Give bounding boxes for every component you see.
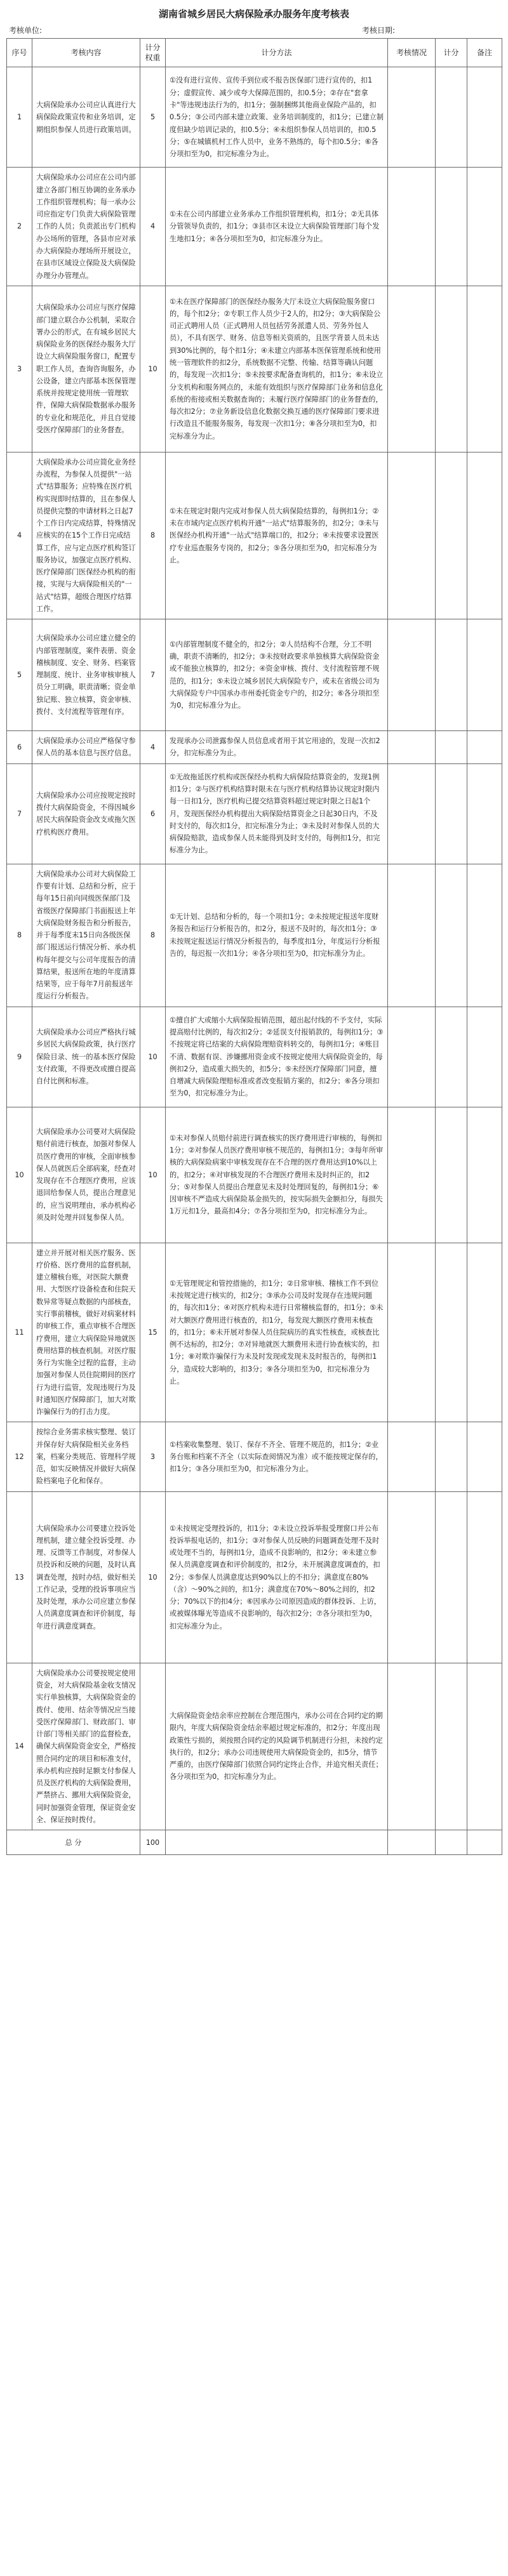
assessment-content: 大病保险承办公司应简化业务经办流程，为参保人员提供"一站式"结算服务；应特殊在医疗机构实现即时结算的，且在参保人员提供完整的申请材料之日起7个工作日内完成结算，特殊情况应核实的在15个工作日完成结算工作，应与定点医疗机构签订服务协议，加强定点医疗机构、医疗保障部门医保经办机构的衔接，实现与大病保险相关的"一站式"结算，超级合理医疗结算工作。 <box>32 452 140 619</box>
score-weight: 10 <box>140 1007 166 1107</box>
total-weight: 100 <box>140 1830 166 1855</box>
assessment-content: 大病保险承办公司应与医疗保障部门建立联合办公机制，采取合署办公的形式，在有城乡居民大病保险业务的医保经办服务大厅设立大病保险服务窗口，配置专职工作人员，查询咨询服务，办公设备，建立内部基本医保管理系统并按规定使用统一管理软件，保障大病保险数据承办服务的专业化和规范化，并且自觉接受医疗保障部门的业务督查。 <box>32 286 140 452</box>
remark-cell[interactable] <box>467 763 502 864</box>
remark-cell[interactable] <box>467 286 502 452</box>
col-header-score: 计分 <box>436 39 467 67</box>
col-header-no: 序号 <box>7 39 32 67</box>
remark-cell[interactable] <box>467 452 502 619</box>
row-number: 12 <box>7 1422 32 1491</box>
total-label: 总 分 <box>7 1830 140 1855</box>
assessment-result-cell[interactable] <box>388 619 436 731</box>
scoring-method: ①无故拖延医疗机构或医保经办机构大病保险结算资金的，发现1例扣1分；②与医疗机构结算时限未在与医疗机构结算协议规定时限内每一日扣1分，医疗机构已提交结算资料超过规定时限之日起1个月，发现医保经办机构提出大病保险结算资金之日起30日内，不及时支付的，每次扣1分，扣完标准分为止；③未及时对参保人员的大病保险赔款，造成参保人员未能得到及时支付的，每例扣1分，扣完标准分为止。 <box>166 763 388 864</box>
col-header-weight: 计分 权重 <box>140 39 166 67</box>
score-weight: 4 <box>140 731 166 764</box>
table-row <box>7 168 502 286</box>
assessment-content: 按综合业务需求核实整理、装订并保存好大病保险相关业务档案，档案分类规范、管理科学规范，如实反映情况并做好大病保险档案电子化和保存。 <box>32 1422 140 1491</box>
assessment-result-cell[interactable] <box>388 1663 436 1830</box>
row-number: 7 <box>7 763 32 864</box>
scoring-method: ①无管理规定和管控措施的，扣1分；②日常审核、稽核工作不到位未按规定进行核实的，扣2分；③承办公司及时发现存在违规问题的，每次扣1分；④对医疗机构未进行日常稽核监督的，扣1分；⑤未对大额医疗费用进行核查的，扣1分，每发现大额医疗费用未核查的，扣1分；⑥未开展对参保人员住院病历的真实性核查，或核查比例不达标的，扣2分；⑦对异地就医大额费用未进行协查核实的，扣1分；⑧对欺诈骗保行为未及时发现或发现未及时报告的，每例扣1分，造成较大影响的，扣3分；⑨各分项扣至为0，扣完标准分为止。 <box>166 1243 388 1422</box>
score-weight: 15 <box>140 1243 166 1422</box>
scoring-method: ①未按规定受理投诉的，扣1分；②未设立投诉举报受理窗口并公布投诉举报电话的，扣1分；③对参保人员反映的问题调查处理不及时或处理不当的，每例扣1分，造成不良影响的，扣2分；④未建立参保人员满意度调查和评价制度的，扣2分，未开展满意度调查的，扣2分；⑤参保人员满意度达到90%以上的不扣分；满意度在80%（含）～90%之间的，扣1分；满意度在70%～80%之间的，扣2分；70%以下的扣4分；⑥因承办公司原因造成的群体投诉、上访，或被媒体曝光等造成不良影响的，每次扣2分；⑦各分项扣至为0，扣完标准分为止。 <box>166 1491 388 1663</box>
assessment-content: 大病保险承办公司应严格执行城乡居民大病保险政策，执行医疗保险目录、统一的基本医疗保险支付政策，不得更改或擅自提高自付比例和标准。 <box>32 1007 140 1107</box>
scoring-method: ①档案收集整理、装订、保存不齐全、管理不规范的，扣1分；②业务台账和档案不齐全（以实际查阅情况为准）或不能按规定保存的，扣1分；③各分项扣至为0，扣完标准分为止。 <box>166 1422 388 1491</box>
row-number: 3 <box>7 286 32 452</box>
assessment-result-cell[interactable] <box>388 168 436 286</box>
total-row <box>7 1830 502 1855</box>
assessment-content: 建立并开展对相关医疗服务、医疗价格、医疗费用的监督机制，建立稽核台账，对医院大额费用、大型医疗设备检查和住院天数异常等疑点数据的内部核查，实行事前稽核，做好对病案材料的审核工作，重点审核不合理医疗费用，建立大病保险异地就医费用结算的核查机制。对医疗服务行为实施全过程的监督，主动加强对参保人员住院期间的医疗行为进行监管，发现违规行为及时通知医疗保障部门，加大对欺诈骗保行为的打击力度。 <box>32 1243 140 1422</box>
score-weight: 10 <box>140 286 166 452</box>
total-remark-cell[interactable] <box>467 1830 502 1855</box>
assessment-date-label: 考核日期: <box>362 26 396 35</box>
assessment-content: 大病保险承办公司应认真进行大病保险政策宣传和业务培训，定期组织参保人员进行政策培训。 <box>32 67 140 168</box>
assessment-content: 大病保险承办公司要建立投诉处理机制，建立健全投诉受理、办理、反馈等工作制度，对参保人员投诉和反映的问题，及时认真调查处理，按时办结，做好相关工作记录，受理的投诉事项应当及时处理，承办公司应建立参保人员满意度调查和评价制度，每年进行满意度调查。 <box>32 1491 140 1663</box>
remark-cell[interactable] <box>467 864 502 1007</box>
assessment-table <box>6 38 502 1855</box>
scoring-method: 发现承办公司泄露参保人员信息或者用于其它用途的，发现一次扣2分，扣完标准分为止。 <box>166 731 388 764</box>
remark-cell[interactable] <box>467 619 502 731</box>
scoring-method: ①未在公司内部建立业务承办工作组织管理机构，扣1分；②无具体分管领导负责的，扣1分；③县市区未设立大病保险管理部门每个发生地扣1分；④各分项扣至为0，扣完标准分为止。 <box>166 168 388 286</box>
row-number: 11 <box>7 1243 32 1422</box>
row-number: 5 <box>7 619 32 731</box>
table-row <box>7 864 502 1007</box>
col-header-content: 考核内容 <box>32 39 140 67</box>
scoring-method: ①擅自扩大或缩小大病保险报销范围，超出起付线的不予支付，实际提高赔付比例的，每次扣2分；②延误支付报销款的，每例扣1分；③不按规定将已结案的大病保险理赔资料转交的，每例扣1分；④账目不清、数据有误、涉嫌挪用资金或不按规定使用大病保险资金的，每例扣2分，造成重大损失的，扣5分；⑤未经医疗保障部门同意，擅自增减大病保险理赔标准或者改变报销方案的，扣2分；⑥各分项扣至为0，扣完标准分为止。 <box>166 1007 388 1107</box>
remark-cell[interactable] <box>467 1107 502 1243</box>
row-number: 1 <box>7 67 32 168</box>
score-weight: 4 <box>140 168 166 286</box>
score-weight: 6 <box>140 763 166 864</box>
assessment-unit-label: 考核单位: <box>9 26 43 35</box>
row-number: 9 <box>7 1007 32 1107</box>
row-number: 13 <box>7 1491 32 1663</box>
score-weight: 8 <box>140 452 166 619</box>
score-weight: 3 <box>140 1422 166 1491</box>
remark-cell[interactable] <box>467 1422 502 1491</box>
remark-cell[interactable] <box>467 1007 502 1107</box>
score-cell[interactable] <box>436 168 467 286</box>
score-weight: 7 <box>140 619 166 731</box>
total-score-cell[interactable] <box>436 1830 467 1855</box>
score-cell[interactable] <box>436 864 467 1007</box>
score-weight: 5 <box>140 67 166 168</box>
col-header-method: 计分方法 <box>166 39 388 67</box>
row-number: 14 <box>7 1663 32 1830</box>
row-number: 8 <box>7 864 32 1007</box>
table-row <box>7 1243 502 1422</box>
assessment-result-cell[interactable] <box>388 1243 436 1422</box>
table-row <box>7 1491 502 1663</box>
assessment-result-cell[interactable] <box>388 731 436 764</box>
row-number: 2 <box>7 168 32 286</box>
remark-cell[interactable] <box>467 1243 502 1422</box>
row-number: 10 <box>7 1107 32 1243</box>
score-cell[interactable] <box>436 1422 467 1491</box>
score-cell[interactable] <box>436 286 467 452</box>
page-title: 湖南省城乡居民大病保险承办服务年度考核表 <box>158 8 349 20</box>
assessment-content: 大病保险承办公司对大病保险工作要有计划、总结和分析，应于每年15日前向同级医保部门及省级医疗保障部门书面报送上年大病保险财务报告和分析报告，并于每季度末15日向各级医保部门报送运行情况分析、承办机构每年提交与公司年度报告的清算结果，报送所在地的年度清算结果等，应于每年7月前报送年度运行分析报告。 <box>32 864 140 1007</box>
assessment-result-cell[interactable] <box>388 763 436 864</box>
table-row <box>7 1107 502 1243</box>
assessment-content: 大病保险承办公司要对大病保险赔付前进行核查，加强对参保人员医疗费用的审核，全面审核参保人员就医后全部病案，经查对发现存在不合理医疗费用，应该退回给参保人员，提出合理意见的，应当说明理由，承办机构必须及时处理并回复参保人员。 <box>32 1107 140 1243</box>
table-row <box>7 1007 502 1107</box>
total-method-cell <box>166 1830 388 1855</box>
scoring-method: ①未在规定时限内完成对参保人员大病保险结算的，每例扣1分；②未在市域内定点医疗机构开通"一站式"结算服务的，扣2分；③未与医保经办机构开通"一站式"结算端口的，扣2分；④未按要求设置医疗专业巡查服务专岗的，扣2分；⑤各分项扣至为0，扣完标准分为止。 <box>166 452 388 619</box>
score-cell[interactable] <box>436 731 467 764</box>
scoring-method: 大病保险资金结余率应控制在合理范围内，承办公司在合同约定的期限内，年度大病保险资金结余率超过规定标准的，扣2分；年度出现政策性亏损的，须按照合同约定的风险调节机制进行分担，未按约定执行的，扣2分；承办公司违规使用大病保险资金的，扣5分，情节严重的，由医疗保障部门依照合同约定终止合作，并追究相关责任；各分项扣至为0，扣完标准分为止。 <box>166 1663 388 1830</box>
table-row <box>7 67 502 168</box>
meta-line <box>6 23 502 38</box>
assessment-result-cell[interactable] <box>388 1491 436 1663</box>
table-row <box>7 1422 502 1491</box>
table-body <box>7 67 502 1855</box>
scoring-method: ①未对参保人员赔付前进行调查核实的医疗费用进行审核的，每例扣1分；②对参保人员医疗费用审核不规范的，每例扣1分；③每年所审核的大病保险病案中审核发现存在不合理的医疗费用达到10%以上的，扣2分；④对审核发现的不合理医疗费用未及时纠正的，扣2分；⑤对参保人员提出合理意见未及时处理回复的，每例扣1分；⑥因审核不严造成大病保险基金损失的，按实际损失金额扣分，每损失1万元扣1分，最高扣4分；⑦各分项扣至为0，扣完标准分为止。 <box>166 1107 388 1243</box>
table-row <box>7 452 502 619</box>
col-header-result: 考核情况 <box>388 39 436 67</box>
row-number: 4 <box>7 452 32 619</box>
table-row <box>7 731 502 764</box>
score-weight: 10 <box>140 1491 166 1663</box>
table-header-row <box>7 39 502 67</box>
score-weight <box>140 1663 166 1830</box>
table-row <box>7 763 502 864</box>
assessment-content: 大病保险承办公司应按规定按时拨付大病保险资金，不得因城乡居民大病保险资金改支或拖欠医疗机构医疗费用。 <box>32 763 140 864</box>
assessment-result-cell[interactable] <box>388 1107 436 1243</box>
assessment-result-cell[interactable] <box>388 452 436 619</box>
remark-cell[interactable] <box>467 168 502 286</box>
score-cell[interactable] <box>436 1007 467 1107</box>
score-weight: 8 <box>140 864 166 1007</box>
assessment-result-cell[interactable] <box>388 1422 436 1491</box>
assessment-content: 大病保险承办公司要按规定使用资金，对大病保险基金收支情况实行单独核算，大病保险资金的拨付、使用、结余等情况应当接受医疗保障部门、财政部门、审计部门等相关部门的监督检查，确保大病保险资金安全，严格按照合同约定的项目和标准支付，承办机构应按时足额支付参保人员及医疗机构的大病保险费用，严禁挤占、挪用大病保险资金，同时加强资金管理，保证资金安全、保证按时拨付。 <box>32 1663 140 1830</box>
score-cell[interactable] <box>436 67 467 168</box>
assessment-content: 大病保险承办公司应严格保守参保人员的基本信息与医疗信息。 <box>32 731 140 764</box>
table-row <box>7 286 502 452</box>
total-result-cell[interactable] <box>388 1830 436 1855</box>
col-header-remark: 备注 <box>467 39 502 67</box>
score-cell[interactable] <box>436 452 467 619</box>
scoring-method: ①无计划、总结和分析的，每一个项扣1分；②未按规定报送年度财务报告和运行分析报告的，扣2分，报送不及时的，每次扣1分；③未按规定报送运行情况分析报告的，每季度扣1分，年度运行分析报告的，每迟报一次扣1分；④各分项扣至为0，扣完标准分为止。 <box>166 864 388 1007</box>
score-cell[interactable] <box>436 1663 467 1830</box>
score-cell[interactable] <box>436 1491 467 1663</box>
row-number: 6 <box>7 731 32 764</box>
table-row <box>7 1663 502 1830</box>
remark-cell[interactable] <box>467 67 502 168</box>
score-cell[interactable] <box>436 1107 467 1243</box>
remark-cell[interactable] <box>467 1663 502 1830</box>
assessment-result-cell[interactable] <box>388 1007 436 1107</box>
score-cell[interactable] <box>436 1243 467 1422</box>
table-row <box>7 619 502 731</box>
score-cell[interactable] <box>436 619 467 731</box>
score-weight: 10 <box>140 1107 166 1243</box>
assessment-result-cell[interactable] <box>388 67 436 168</box>
remark-cell[interactable] <box>467 731 502 764</box>
scoring-method: ①内部管理制度不健全的，扣2分；②人员结构不合理，分工不明确，职责不清晰的，扣2分；③未按财政要求单独核算大病保险资金或不能独立核算的，扣2分；④资金审核、拨付、支付流程管理不规范的，扣1分；⑤未设立城乡居民大病保险专户，或未在省级公司为大病保险专户中国承办市州委托资金专户的，扣2分；⑥各分项扣至为0，扣完标准分为止。 <box>166 619 388 731</box>
remark-cell[interactable] <box>467 1491 502 1663</box>
scoring-method: ①没有进行宣传、宣传手到位或不报告医保部门进行宣传的，扣1分；虚假宣传、减少或夸大保障范围的，扣0.5分；②存在"套拿卡"等违规违法行为的，扣1分；强制捆绑其他商业保险产品的，扣0.5分；③公司内部未建立政策、业务培训制度的，扣1分；已建立制度但缺少培训记录的，扣0.5分；④未组织参保人员培训的，扣0.5分；⑤在城镇机村工作人员中，业务不熟练的，每个扣0.5分；⑥各分项扣至为0，扣完标准分为止。 <box>166 67 388 168</box>
score-cell[interactable] <box>436 763 467 864</box>
assessment-content: 大病保险承办公司应在公司内部建立各部门相互协调的业务承办工作组织管理机构；每一承办公司应指定专门负责大病保险管理工作的人员；负责派出专门机构办公场所的管理，各县市应对承办大病保险办理场所开展设立，在县市区域设立保险及大病保险办理分办管理点。 <box>32 168 140 286</box>
scoring-method: ①未在医疗保障部门的医保经办服务大厅未设立大病保险服务窗口的，每个扣2分；②专职工作人员少于2人的，扣2分；③大病保险公司正式聘用人员（正式聘用人员包括劳务派遣人员、劳务外包人员），不具有医学、财务、信息等相关资质的，且医学背景人员未达到30%比例的，每个扣1分；④未建立内部基本医保管理系统和使用统一管理软件的扣2分，系统数据不完整、传输、结算等确认问题的，每发现一次扣1分；⑤未按要求配备查询机的，扣1分；⑥未设立分支机构和服务网点的，未能有效组织与医疗保障部门业务和信息化系统的衔接或相关数据查询的；未履行医疗保障部门的业务督查的，每次扣2分；⑦业务新设信息化数据交换互通的医疗保障部门要求进行改造且不能服务服务，每发现一次扣1分；⑧各分项扣至为0，扣完标准分为止。 <box>166 286 388 452</box>
assessment-result-cell[interactable] <box>388 864 436 1007</box>
assessment-content: 大病保险承办公司应建立健全的内部管理制度，案件表册、资金稽核制度、安全、财务、档案管理制度、统计、业务审核审核人员分工明确，职责清晰；资金单独记账、独立核算，资金审核、拨付、支付流程等管理有序。 <box>32 619 140 731</box>
assessment-result-cell[interactable] <box>388 286 436 452</box>
